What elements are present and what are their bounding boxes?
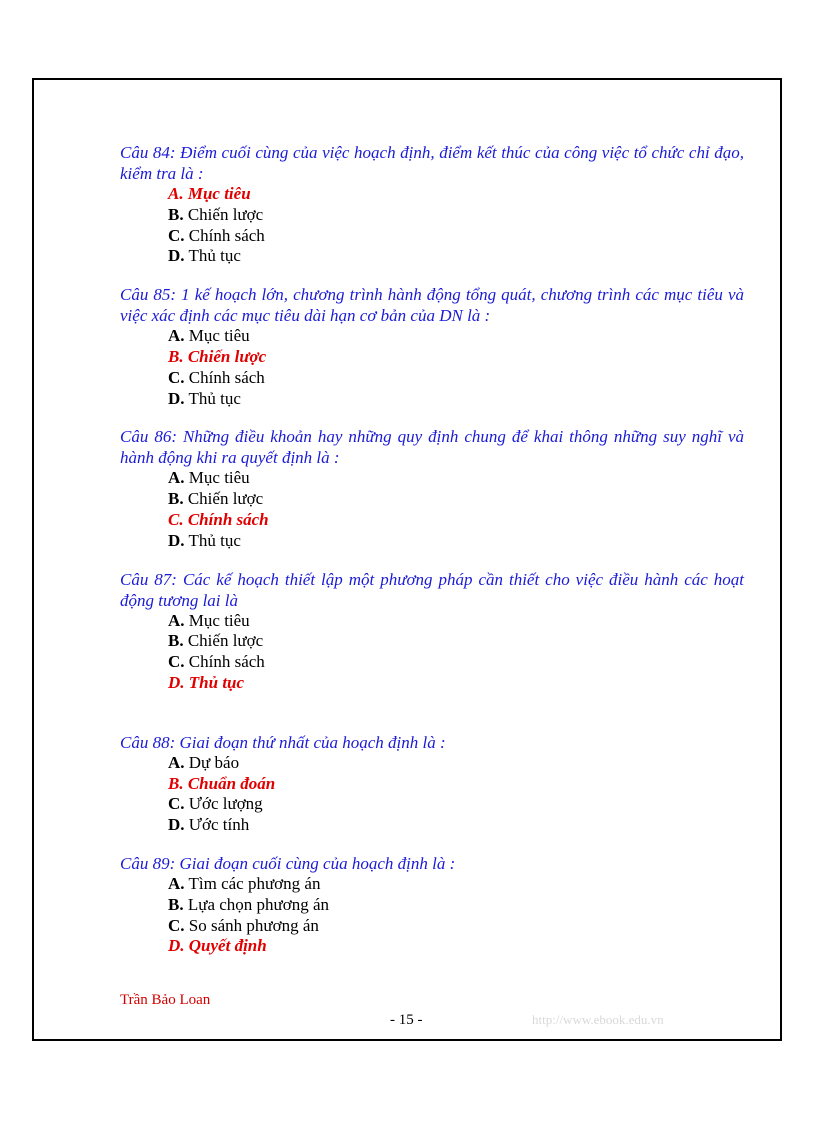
option-a: A. Mục tiêu: [168, 468, 250, 488]
question-label: Câu 85:: [120, 285, 177, 305]
question-text: [120, 732, 744, 753]
question-85: [120, 284, 744, 409]
option-a: A. Mục tiêu: [168, 184, 251, 203]
question-list: [120, 142, 744, 974]
option-a: A. Dự báo: [168, 752, 240, 772]
footer-author: Trần Bảo Loan: [120, 992, 211, 1008]
option-b: B. Chiến lược: [168, 631, 264, 651]
option-d: D. Thủ tục: [168, 672, 245, 692]
answer-options: [168, 611, 744, 694]
question-body: Điểm cuối cùng của việc hoạch định, điểm kết thúc của công việc tổ chức chỉ đạo, kiểm tra là :: [120, 143, 745, 183]
question-label: Câu 89:: [120, 853, 176, 873]
question-89: [120, 853, 744, 957]
question-86: [120, 426, 744, 551]
option-c: C. Chính sách: [168, 225, 265, 245]
question-label: Câu 86:: [120, 427, 177, 447]
option-c: C. Chính sách: [168, 652, 265, 672]
option-c: C. Ước lượng: [168, 794, 263, 814]
question-87: [120, 569, 744, 694]
option-a: A. Tìm các phương án: [168, 873, 321, 893]
question-text: [120, 853, 744, 874]
footer-watermark: http://www.ebook.edu.vn: [532, 1012, 664, 1027]
option-b: B. Lựa chọn phương án: [168, 894, 330, 914]
option-c: C. Chính sách: [168, 509, 269, 529]
question-text: [120, 284, 744, 326]
option-d: D. Thủ tục: [168, 388, 241, 408]
question-text: [120, 142, 744, 184]
option-b: B. Chiến lược: [168, 204, 264, 224]
option-b: B. Chuẩn đoán: [168, 773, 276, 793]
question-label: Câu 88:: [120, 732, 176, 752]
page-number: - 15 -: [390, 1012, 423, 1028]
question-body: Những điều khoản hay những quy định chung để khai thông những suy nghĩ và hành động khi ra quyết định là :: [120, 427, 745, 468]
question-body: 1 kế hoạch lớn, chương trình hành động tổng quát, chương trình các mục tiêu và việc xác định các mục tiêu dài hạn cơ bản của DN là :: [120, 285, 745, 326]
option-b: B. Chiến lược: [168, 489, 264, 509]
question-label: Câu 87:: [120, 569, 177, 589]
answer-options: [168, 326, 744, 409]
question-text: [120, 569, 744, 611]
option-d: D. Thủ tục: [168, 246, 241, 266]
question-body: Các kế hoạch thiết lập một phương pháp cần thiết cho việc điều hành các hoạt động tương lai là: [120, 569, 744, 610]
option-d: D. Quyết định: [168, 936, 267, 956]
option-a: A. Mục tiêu: [168, 326, 250, 346]
option-d: D. Thủ tục: [168, 530, 241, 550]
option-b: B. Chiến lược: [168, 346, 267, 366]
question-88: [120, 732, 744, 836]
answer-options: [168, 468, 744, 551]
answer-options: [168, 874, 744, 957]
option-c: C. Chính sách: [168, 367, 265, 387]
answer-options: [168, 753, 744, 836]
question-body: Giai đoạn cuối cùng của hoạch định là :: [179, 853, 456, 873]
answer-options: [168, 184, 744, 267]
option-a: A. Mục tiêu: [168, 610, 250, 630]
question-body: Giai đoạn thứ nhất của hoạch định là :: [179, 732, 446, 752]
question-label: Câu 84:: [120, 143, 176, 162]
option-c: C. So sánh phương án: [168, 915, 319, 935]
question-84: [120, 142, 744, 267]
question-text: [120, 426, 744, 468]
option-d: D. Ước tính: [168, 815, 250, 835]
